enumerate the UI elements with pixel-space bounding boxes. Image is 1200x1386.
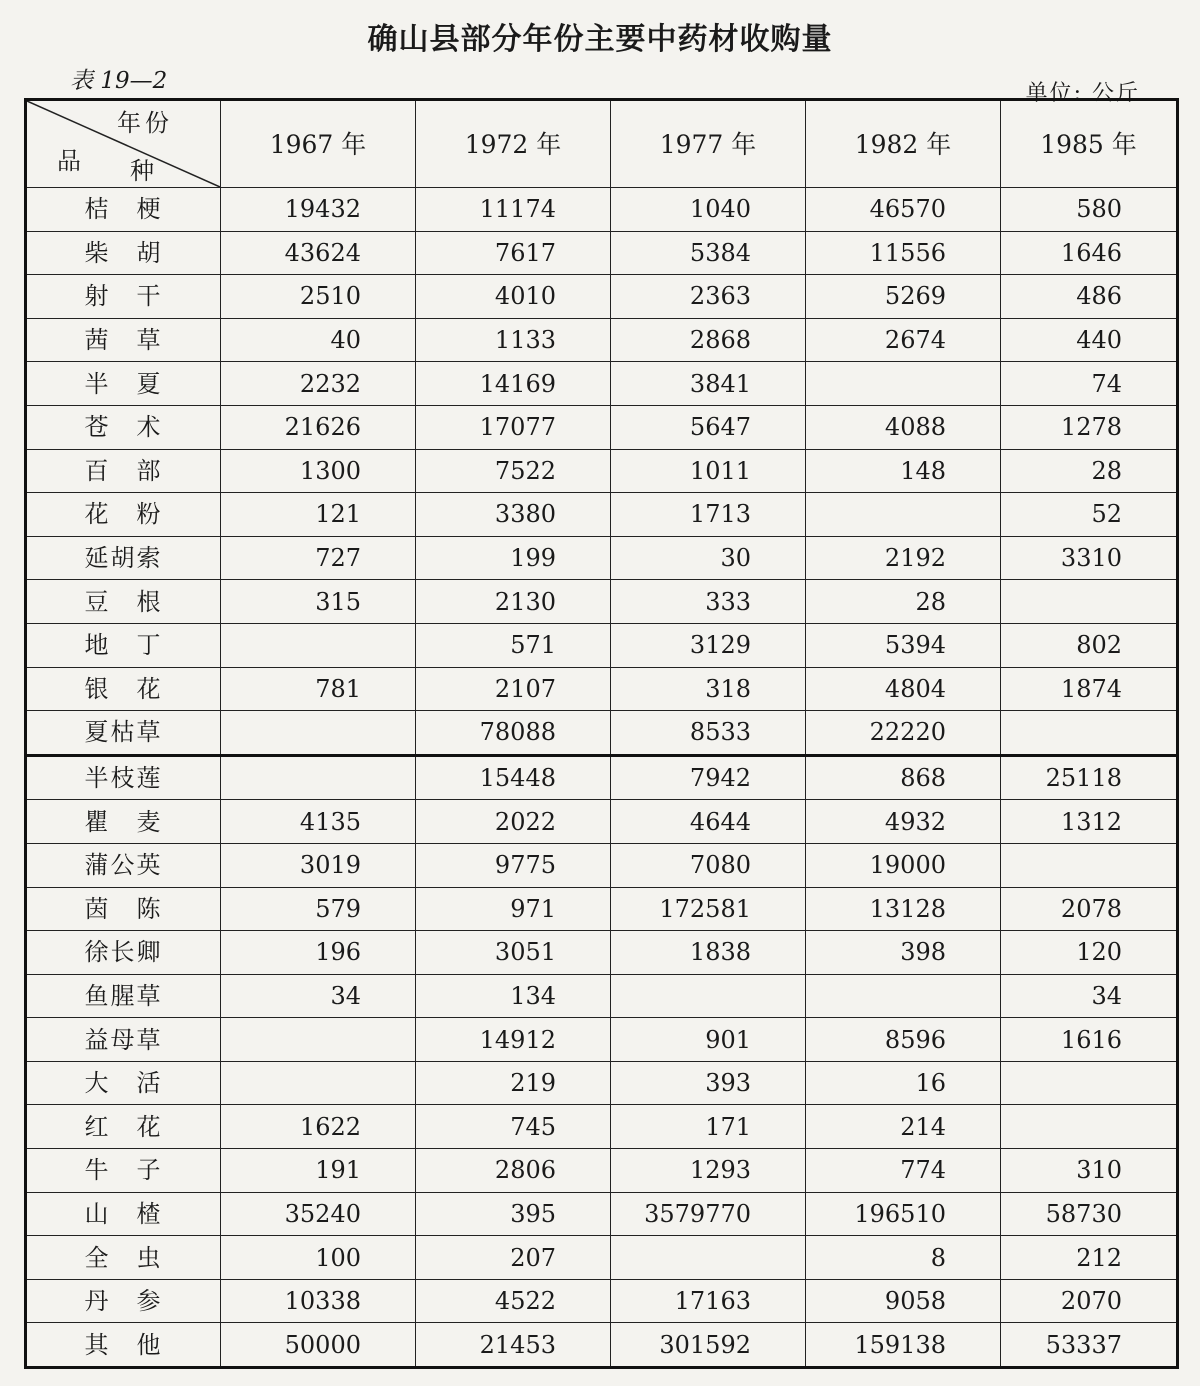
herb-name-cell: 牛 子 [26, 1149, 221, 1193]
quantity-cell: 395 [416, 1192, 611, 1236]
quantity-cell: 580 [1001, 188, 1178, 232]
quantity-cell: 2868 [611, 318, 806, 362]
quantity-cell: 4010 [416, 275, 611, 319]
quantity-cell: 159138 [806, 1323, 1001, 1368]
quantity-cell: 171 [611, 1105, 806, 1149]
table-number: 表 19—2 [70, 68, 168, 94]
quantity-cell: 3051 [416, 931, 611, 975]
herb-name-cell: 半 夏 [26, 362, 221, 406]
quantity-cell: 1133 [416, 318, 611, 362]
quantity-cell: 7522 [416, 449, 611, 493]
quantity-cell: 14912 [416, 1018, 611, 1062]
quantity-cell: 1616 [1001, 1018, 1178, 1062]
quantity-cell: 781 [221, 667, 416, 711]
table-row [26, 1192, 1178, 1236]
quantity-cell: 74 [1001, 362, 1178, 406]
quantity-cell: 8596 [806, 1018, 1001, 1062]
quantity-cell [806, 362, 1001, 406]
quantity-cell [221, 1018, 416, 1062]
quantity-cell: 315 [221, 580, 416, 624]
quantity-cell: 4804 [806, 667, 1001, 711]
herb-name-cell: 苍 术 [26, 405, 221, 449]
quantity-cell: 78088 [416, 711, 611, 756]
quantity-cell: 199 [416, 536, 611, 580]
table-row [26, 318, 1178, 362]
quantity-cell: 19000 [806, 843, 1001, 887]
quantity-cell [806, 493, 1001, 537]
table-row [26, 843, 1178, 887]
year-header: 1985 年 [1001, 100, 1178, 188]
quantity-cell: 8 [806, 1236, 1001, 1280]
quantity-cell: 43624 [221, 231, 416, 275]
quantity-cell: 3380 [416, 493, 611, 537]
quantity-cell: 1040 [611, 188, 806, 232]
quantity-cell: 4644 [611, 800, 806, 844]
quantity-cell: 172581 [611, 887, 806, 931]
quantity-cell: 5269 [806, 275, 1001, 319]
quantity-cell: 207 [416, 1236, 611, 1280]
quantity-cell: 1278 [1001, 405, 1178, 449]
quantity-cell: 196510 [806, 1192, 1001, 1236]
quantity-cell: 2022 [416, 800, 611, 844]
quantity-cell: 571 [416, 623, 611, 667]
year-header: 1977 年 [611, 100, 806, 188]
herb-name-cell: 全 虫 [26, 1236, 221, 1280]
quantity-cell: 3579770 [611, 1192, 806, 1236]
quantity-cell: 802 [1001, 623, 1178, 667]
table-row [26, 1018, 1178, 1062]
quantity-cell: 212 [1001, 1236, 1178, 1280]
herb-name-cell: 山 楂 [26, 1192, 221, 1236]
quantity-cell: 579 [221, 887, 416, 931]
quantity-cell: 28 [1001, 449, 1178, 493]
table-row [26, 1149, 1178, 1193]
herb-name-cell: 豆 根 [26, 580, 221, 624]
header-row [26, 100, 1178, 188]
quantity-cell: 219 [416, 1061, 611, 1105]
quantity-cell: 2107 [416, 667, 611, 711]
quantity-cell: 14169 [416, 362, 611, 406]
quantity-cell [221, 1061, 416, 1105]
quantity-cell [221, 623, 416, 667]
corner-header-cell [26, 100, 221, 188]
table-row [26, 1323, 1178, 1368]
quantity-cell: 486 [1001, 275, 1178, 319]
quantity-cell: 120 [1001, 931, 1178, 975]
quantity-cell: 2070 [1001, 1279, 1178, 1323]
quantity-cell [806, 974, 1001, 1018]
quantity-cell: 901 [611, 1018, 806, 1062]
quantity-cell: 100 [221, 1236, 416, 1280]
quantity-cell: 3310 [1001, 536, 1178, 580]
quantity-cell [1001, 580, 1178, 624]
quantity-cell: 4088 [806, 405, 1001, 449]
quantity-cell: 8533 [611, 711, 806, 756]
table-row [26, 974, 1178, 1018]
table-row [26, 362, 1178, 406]
quantity-cell: 333 [611, 580, 806, 624]
herb-name-cell: 丹 参 [26, 1279, 221, 1323]
quantity-cell: 398 [806, 931, 1001, 975]
corner-year-label: 年份 [117, 109, 173, 137]
quantity-cell: 196 [221, 931, 416, 975]
quantity-cell [611, 1236, 806, 1280]
quantity-cell: 2674 [806, 318, 1001, 362]
quantity-cell: 2078 [1001, 887, 1178, 931]
table-row [26, 1236, 1178, 1280]
herb-name-cell: 夏枯草 [26, 711, 221, 756]
unit-label: 单位: 公斤 [1025, 81, 1140, 106]
quantity-cell: 34 [221, 974, 416, 1018]
quantity-cell: 2806 [416, 1149, 611, 1193]
table-row [26, 800, 1178, 844]
year-header: 1967 年 [221, 100, 416, 188]
quantity-cell: 11174 [416, 188, 611, 232]
quantity-cell: 7080 [611, 843, 806, 887]
quantity-cell: 13128 [806, 887, 1001, 931]
quantity-cell: 17163 [611, 1279, 806, 1323]
quantity-cell: 35240 [221, 1192, 416, 1236]
quantity-cell: 10338 [221, 1279, 416, 1323]
herb-name-cell: 茜 草 [26, 318, 221, 362]
table-row [26, 887, 1178, 931]
quantity-cell: 7942 [611, 755, 806, 800]
quantity-cell: 2232 [221, 362, 416, 406]
quantity-cell [221, 711, 416, 756]
quantity-cell: 191 [221, 1149, 416, 1193]
herb-name-cell: 银 花 [26, 667, 221, 711]
quantity-cell: 11556 [806, 231, 1001, 275]
herb-name-cell: 鱼腥草 [26, 974, 221, 1018]
quantity-cell: 53337 [1001, 1323, 1178, 1368]
herb-name-cell: 瞿 麦 [26, 800, 221, 844]
quantity-cell: 2510 [221, 275, 416, 319]
herb-name-cell: 延胡索 [26, 536, 221, 580]
quantity-cell: 1874 [1001, 667, 1178, 711]
quantity-cell: 4932 [806, 800, 1001, 844]
quantity-cell: 5394 [806, 623, 1001, 667]
quantity-cell: 393 [611, 1061, 806, 1105]
quantity-cell: 9775 [416, 843, 611, 887]
quantity-cell: 46570 [806, 188, 1001, 232]
corner-variety-label-a: 品 [57, 147, 81, 175]
quantity-cell: 774 [806, 1149, 1001, 1193]
quantity-cell: 5647 [611, 405, 806, 449]
quantity-cell: 22220 [806, 711, 1001, 756]
quantity-cell [1001, 1061, 1178, 1105]
page-title: 确山县部分年份主要中药材收购量 [367, 22, 833, 57]
table-row [26, 667, 1178, 711]
quantity-cell: 2130 [416, 580, 611, 624]
quantity-cell: 21626 [221, 405, 416, 449]
quantity-cell: 4135 [221, 800, 416, 844]
quantity-cell: 1646 [1001, 231, 1178, 275]
herb-name-cell: 茵 陈 [26, 887, 221, 931]
quantity-cell: 440 [1001, 318, 1178, 362]
quantity-cell: 3841 [611, 362, 806, 406]
quantity-cell: 1293 [611, 1149, 806, 1193]
herb-name-cell: 徐长卿 [26, 931, 221, 975]
table-row [26, 188, 1178, 232]
quantity-cell: 3019 [221, 843, 416, 887]
quantity-cell: 214 [806, 1105, 1001, 1149]
herb-name-cell: 地 丁 [26, 623, 221, 667]
quantity-cell: 15448 [416, 755, 611, 800]
quantity-cell: 4522 [416, 1279, 611, 1323]
quantity-cell: 16 [806, 1061, 1001, 1105]
herb-name-cell: 大 活 [26, 1061, 221, 1105]
quantity-cell: 727 [221, 536, 416, 580]
quantity-cell: 40 [221, 318, 416, 362]
year-header: 1972 年 [416, 100, 611, 188]
quantity-cell: 134 [416, 974, 611, 1018]
table-row [26, 1061, 1178, 1105]
herb-name-cell: 柴 胡 [26, 231, 221, 275]
quantity-cell: 1312 [1001, 800, 1178, 844]
quantity-cell: 34 [1001, 974, 1178, 1018]
year-header: 1982 年 [806, 100, 1001, 188]
table-row [26, 931, 1178, 975]
quantity-cell: 5384 [611, 231, 806, 275]
table-row [26, 623, 1178, 667]
quantity-cell: 1838 [611, 931, 806, 975]
quantity-cell: 318 [611, 667, 806, 711]
quantity-cell: 25118 [1001, 755, 1178, 800]
quantity-cell [1001, 843, 1178, 887]
herb-name-cell: 红 花 [26, 1105, 221, 1149]
table-row [26, 275, 1178, 319]
quantity-cell [611, 974, 806, 1018]
herb-purchase-table [24, 98, 1179, 1369]
table-row [26, 493, 1178, 537]
quantity-cell: 28 [806, 580, 1001, 624]
quantity-cell [1001, 1105, 1178, 1149]
table-row [26, 536, 1178, 580]
table-row [26, 405, 1178, 449]
herb-name-cell: 花 粉 [26, 493, 221, 537]
herb-name-cell: 益母草 [26, 1018, 221, 1062]
quantity-cell: 30 [611, 536, 806, 580]
quantity-cell: 148 [806, 449, 1001, 493]
quantity-cell [1001, 711, 1178, 756]
quantity-cell: 9058 [806, 1279, 1001, 1323]
quantity-cell [221, 755, 416, 800]
quantity-cell: 19432 [221, 188, 416, 232]
quantity-cell: 1011 [611, 449, 806, 493]
quantity-cell: 50000 [221, 1323, 416, 1368]
quantity-cell: 21453 [416, 1323, 611, 1368]
quantity-cell: 301592 [611, 1323, 806, 1368]
table-row [26, 580, 1178, 624]
table-row [26, 449, 1178, 493]
quantity-cell: 310 [1001, 1149, 1178, 1193]
quantity-cell: 2192 [806, 536, 1001, 580]
quantity-cell: 121 [221, 493, 416, 537]
herb-name-cell: 蒲公英 [26, 843, 221, 887]
quantity-cell: 1713 [611, 493, 806, 537]
table-row [26, 1279, 1178, 1323]
quantity-cell: 1622 [221, 1105, 416, 1149]
table-row [26, 231, 1178, 275]
quantity-cell: 2363 [611, 275, 806, 319]
herb-name-cell: 百 部 [26, 449, 221, 493]
corner-variety-label-b: 种 [130, 157, 154, 185]
table-row [26, 755, 1178, 800]
quantity-cell: 1300 [221, 449, 416, 493]
quantity-cell: 971 [416, 887, 611, 931]
quantity-cell: 3129 [611, 623, 806, 667]
quantity-cell: 52 [1001, 493, 1178, 537]
quantity-cell: 7617 [416, 231, 611, 275]
quantity-cell: 58730 [1001, 1192, 1178, 1236]
herb-name-cell: 半枝莲 [26, 755, 221, 800]
herb-name-cell: 桔 梗 [26, 188, 221, 232]
quantity-cell: 745 [416, 1105, 611, 1149]
table-row [26, 1105, 1178, 1149]
quantity-cell: 868 [806, 755, 1001, 800]
table-row [26, 711, 1178, 756]
herb-name-cell: 其 他 [26, 1323, 221, 1368]
herb-name-cell: 射 干 [26, 275, 221, 319]
quantity-cell: 17077 [416, 405, 611, 449]
